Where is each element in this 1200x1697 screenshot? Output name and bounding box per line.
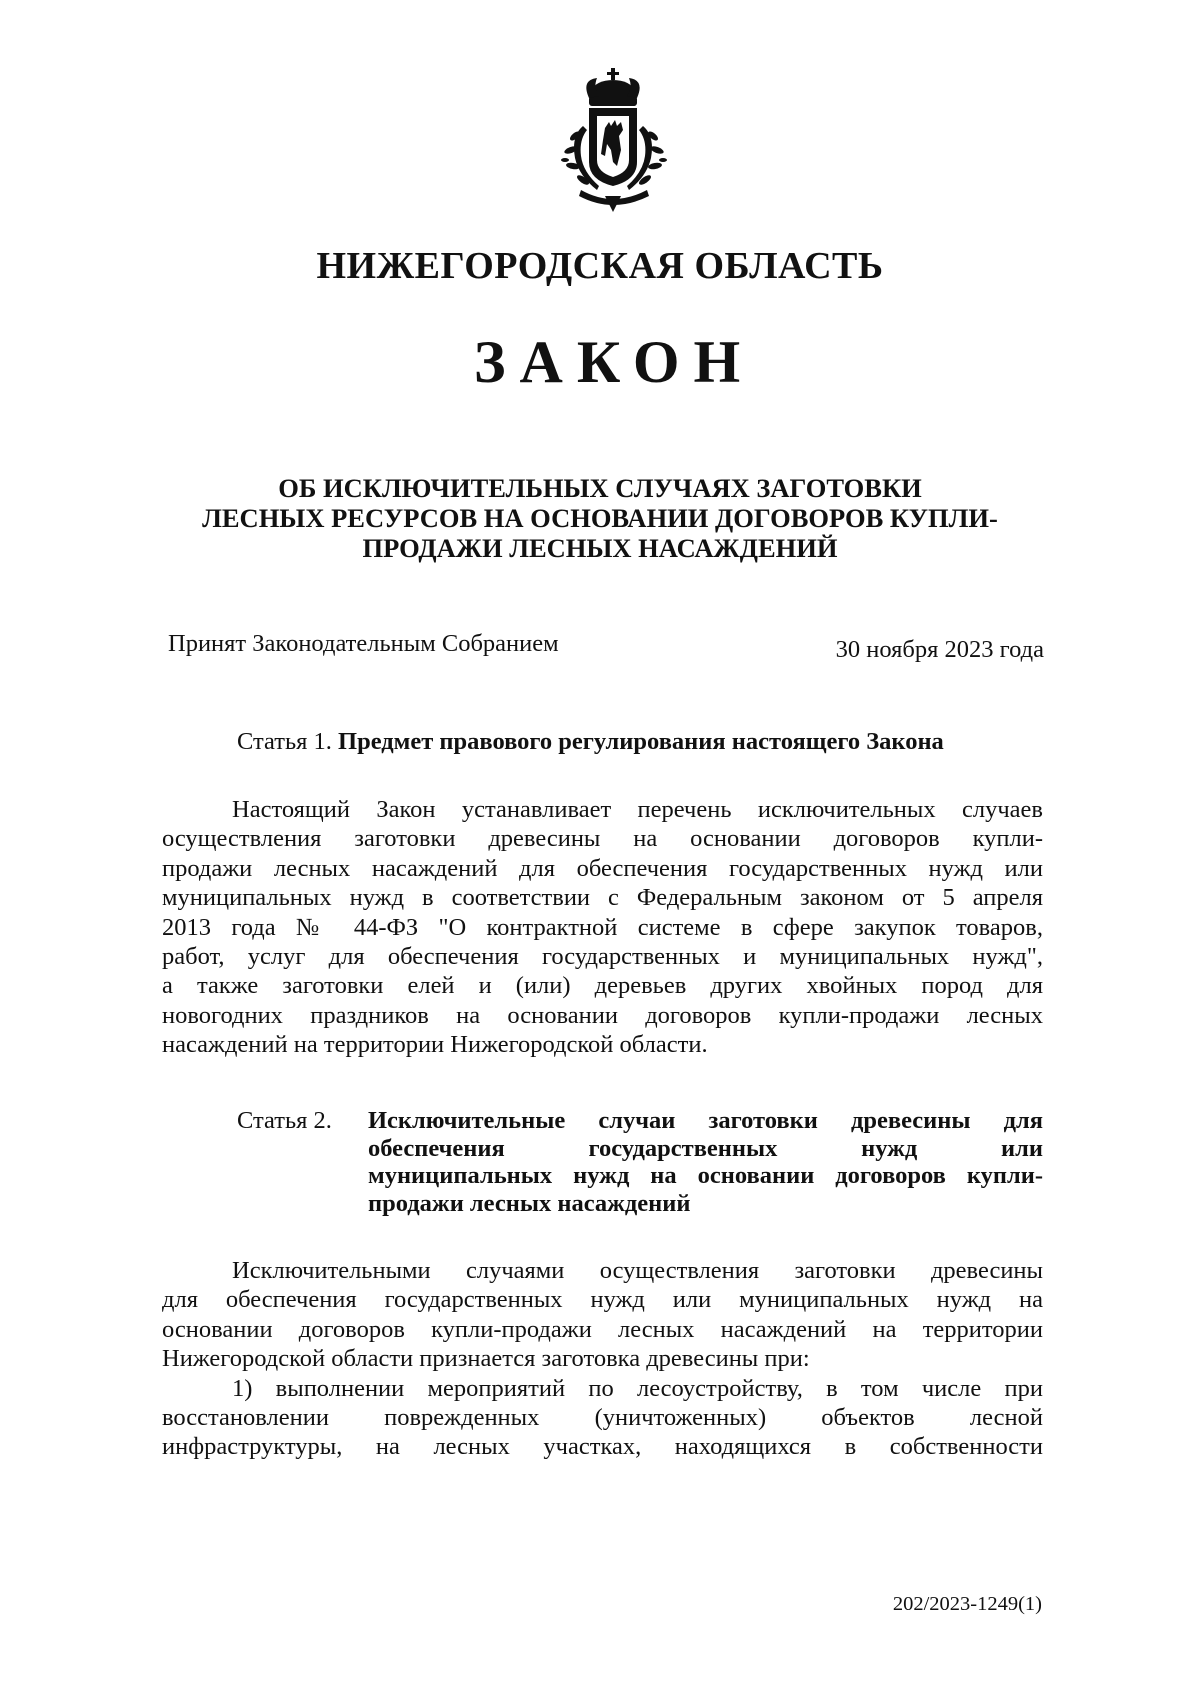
text-line: насаждений на территории Нижегородской области. (162, 1031, 708, 1059)
adoption-date: 30 ноября 2023 года (835, 636, 1044, 663)
document-number: 202/2023-1249(1) (892, 1593, 1042, 1615)
law-title-line: ПРОДАЖИ ЛЕСНЫХ НАСАЖДЕНИЙ (362, 533, 838, 563)
article-2-title-line: муниципальных нужд на основании договоров купли- (368, 1162, 1043, 1189)
law-title (150, 473, 1050, 563)
text-line: основании договоров купли-продажи лесных насаждений на территории (162, 1315, 1043, 1343)
coat-of-arms-emblem (553, 66, 679, 214)
article-1-title: Предмет правового регулирования настоящего Закона (338, 728, 944, 755)
text-line: Настоящий Закон устанавливает перечень исключительных случаев (232, 796, 1043, 823)
law-title-line: ОБ ИСКЛЮЧИТЕЛЬНЫХ СЛУЧАЯХ ЗАГОТОВКИ (278, 473, 922, 503)
article-2-title (368, 1107, 1043, 1217)
article-2-title-line: обеспечения государственных нужд или (368, 1134, 1043, 1162)
text-line: муниципальных нужд в соответствии с Федеральным законом от 5 апреля (162, 884, 1043, 912)
article-1-heading (237, 728, 944, 756)
article-1-text (162, 795, 1043, 1060)
article-2-title-line: продажи лесных насаждений (368, 1189, 691, 1217)
text-line: для обеспечения государственных нужд или муниципальных нужд на (162, 1286, 1043, 1314)
text-line: новогодних праздников на основании договоров купли-продажи лесных (162, 1001, 1043, 1029)
text-line: 2013 года № 44-ФЗ "О контрактной системе в сфере закупок товаров, (162, 913, 1043, 941)
article-2-label: Статья 2. (237, 1107, 332, 1134)
law-title-line: ЛЕСНЫХ РЕСУРСОВ НА ОСНОВАНИИ ДОГОВОРОВ КУПЛИ- (202, 503, 998, 533)
text-line: восстановлении поврежденных (уничтоженных) объектов лесной (162, 1404, 1043, 1432)
region-name: НИЖЕГОРОДСКАЯ ОБЛАСТЬ (316, 245, 884, 287)
article-2-title-line: Исключительные случаи заготовки древесины для (368, 1107, 1043, 1134)
text-line: работ, услуг для обеспечения государственных и муниципальных нужд", (162, 943, 1043, 971)
article-2-text (162, 1256, 1043, 1462)
article-1-label: Статья 1. (237, 728, 332, 755)
text-line: инфраструктуры, на лесных участках, находящихся в собственности (162, 1433, 1043, 1461)
text-line: Нижегородской области признается заготовка древесины при: (162, 1345, 810, 1373)
document-type: ЗАКОН (473, 329, 755, 395)
adoption-label: Принят Законодательным Собранием (168, 630, 559, 657)
text-line: Исключительными случаями осуществления заготовки древесины (232, 1257, 1043, 1284)
text-line: продажи лесных насаждений для обеспечения государственных нужд или (162, 854, 1043, 882)
adoption-line (168, 630, 1044, 663)
list-item-line: 1) выполнении мероприятий по лесоустройству, в том числе при (232, 1374, 1043, 1402)
text-line: а также заготовки елей и (или) деревьев других хвойных пород для (162, 972, 1043, 1000)
text-line: осуществления заготовки древесины на основании договоров купли- (162, 825, 1043, 853)
